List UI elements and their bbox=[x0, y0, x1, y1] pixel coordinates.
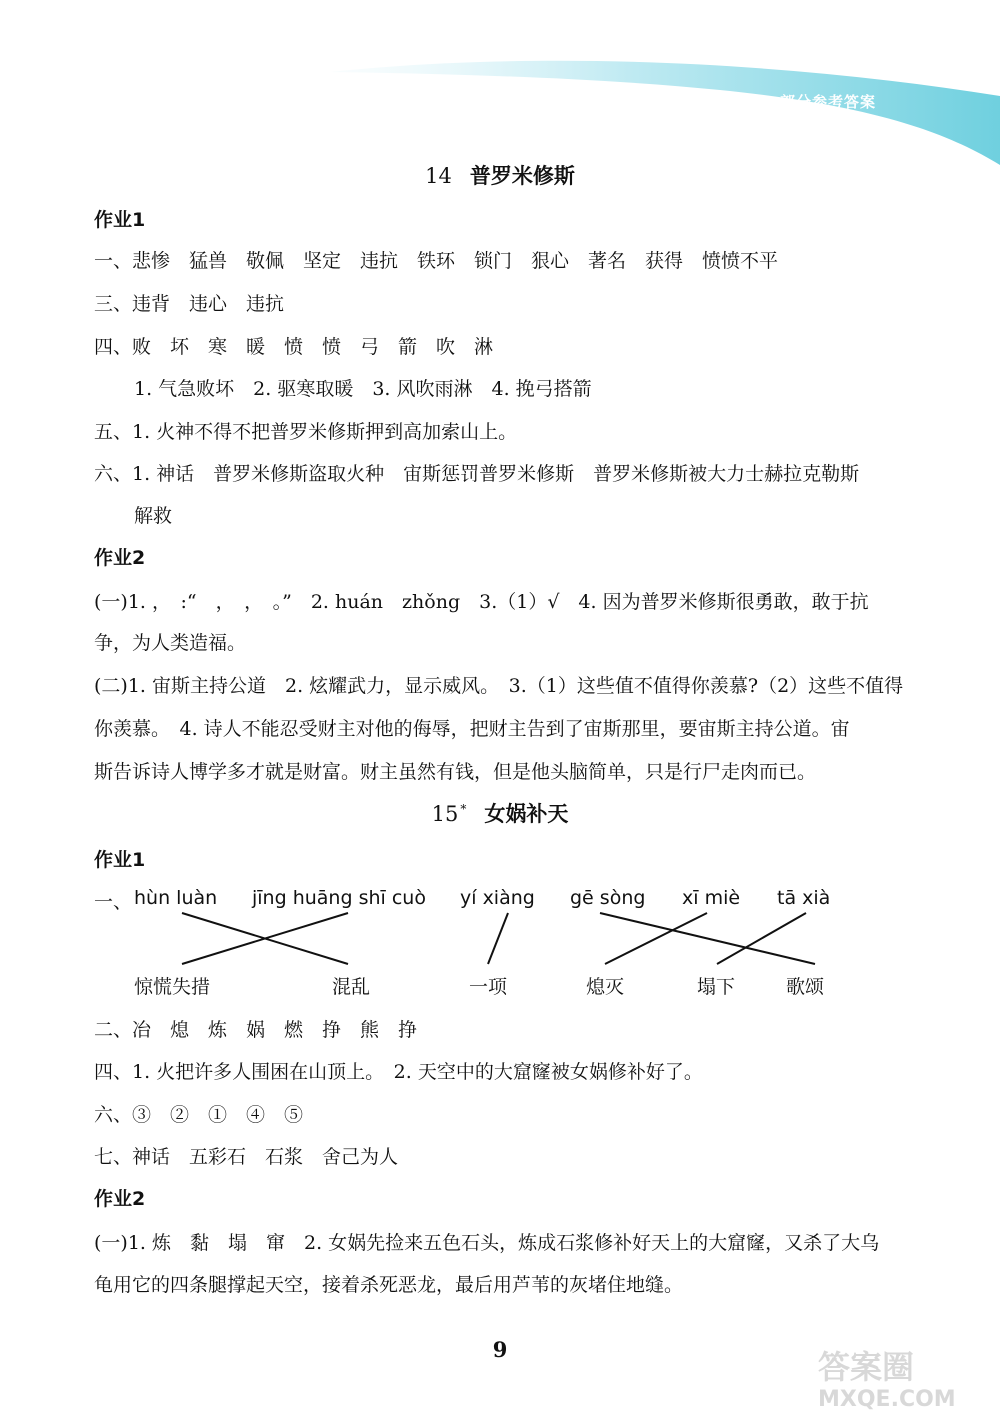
header-corner-label: 部分参考答案 bbox=[780, 93, 877, 111]
lesson-15-number bbox=[432, 802, 467, 826]
s15-hw2-line-2: 龟用它的四条腿撑起天空，接着杀死恶龙，最后用芦苇的灰堵住地缝。 bbox=[94, 1274, 684, 1296]
s14-hw1-line-2: 三、违背 违心 违抗 bbox=[94, 293, 285, 315]
pinyin-4: gē sòng bbox=[570, 887, 646, 909]
s14-hw1-line-7: 解救 bbox=[134, 505, 173, 527]
lesson-14-name: 普罗米修斯 bbox=[469, 163, 575, 188]
s15-hw1-line-7: 七、神话 五彩石 石浆 舍己为人 bbox=[94, 1146, 399, 1168]
lesson-14-title bbox=[0, 160, 1000, 190]
match-line-ximie bbox=[605, 913, 707, 964]
watermark-top: 答案圈 bbox=[818, 1348, 915, 1386]
pinyin-5: xī miè bbox=[682, 887, 741, 909]
match-word-6: 歌颂 bbox=[786, 976, 825, 998]
match-word-5: 塌下 bbox=[697, 976, 736, 998]
matching-lines bbox=[0, 900, 1000, 980]
s14-hw1-line-5: 五、1. 火神不得不把普罗米修斯押到高加索山上。 bbox=[94, 421, 518, 443]
s14-hw1-line-3: 四、败 坏 寒 暖 愤 愤 弓 箭 吹 淋 bbox=[94, 336, 494, 358]
pinyin-2: jīng huāng shī cuò bbox=[252, 887, 426, 909]
s14-hw2-line-3: (二)1. 宙斯主持公道 2. 炫耀武力，显示威风。 3.（1）这些值不值得你羡慕?（2）这些不值得 bbox=[94, 675, 904, 697]
lesson-14-number: 14 bbox=[425, 164, 452, 188]
lesson-15-name: 女娲补天 bbox=[484, 801, 569, 826]
watermark-logo bbox=[812, 1344, 992, 1410]
s14-hw2-line-1: (一)1. ， :“ ， ， 。” 2. huán zhǒng 3.（1）√ 4. 因为普罗米修斯很勇敢，敢于抗 bbox=[94, 591, 869, 613]
s14-hw1-label: 作业1 bbox=[94, 209, 146, 231]
s14-hw2-label: 作业2 bbox=[94, 547, 146, 569]
pinyin-6: tā xià bbox=[777, 887, 831, 909]
lesson-15-star: * bbox=[460, 802, 467, 816]
s15-hw1-label: 作业1 bbox=[94, 849, 146, 871]
match-word-1: 惊慌失措 bbox=[134, 976, 211, 998]
match-word-2: 混乱 bbox=[332, 976, 371, 998]
match-word-4: 熄灭 bbox=[586, 976, 625, 998]
s15-hw2-line-1: (一)1. 炼 黏 塌 窜 2. 女娲先捡来五色石头，炼成石浆修补好天上的大窟窿，又杀了大乌 bbox=[94, 1232, 880, 1254]
match-line-yixiang bbox=[488, 913, 508, 964]
lesson-15-number-text: 15 bbox=[431, 802, 459, 826]
s14-hw2-line-4: 你羡慕。 4. 诗人不能忍受财主对他的侮辱，把财主告到了宙斯那里，要宙斯主持公道。宙 bbox=[94, 718, 850, 740]
page-number: 9 bbox=[492, 1337, 508, 1362]
pinyin-1: hùn luàn bbox=[134, 887, 218, 909]
s15-hw1-line-6: 六、③ ② ① ④ ⑤ bbox=[94, 1104, 304, 1126]
lesson-15-title bbox=[0, 798, 1000, 828]
s14-hw1-line-6: 六、1. 神话 普罗米修斯盗取火种 宙斯惩罚普罗米修斯 普罗米修斯被大力士赫拉克勒斯 bbox=[94, 463, 860, 485]
s15-hw1-line-4: 四、1. 火把许多人围困在山顶上。 2. 天空中的大窟窿被女娲修补好了。 bbox=[94, 1061, 703, 1083]
match-line-taxia bbox=[717, 913, 806, 964]
s14-hw1-line-1: 一、悲惨 猛兽 敬佩 坚定 违抗 铁环 锁门 狠心 著名 获得 愤愤不平 bbox=[94, 250, 779, 272]
s14-hw1-line-4: 1. 气急败坏 2. 驱寒取暖 3. 风吹雨淋 4. 挽弓搭箭 bbox=[134, 378, 592, 400]
s15-hw1-line-2: 二、冶 熄 炼 娲 燃 挣 熊 挣 bbox=[94, 1019, 418, 1041]
match-word-3: 一项 bbox=[469, 976, 508, 998]
s14-hw2-line-2: 争，为人类造福。 bbox=[94, 632, 247, 654]
header-swoosh bbox=[0, 0, 1000, 170]
s14-hw2-line-5: 斯告诉诗人博学多才就是财富。财主虽然有钱，但是他头脑简单，只是行尸走肉而已。 bbox=[94, 761, 817, 783]
s15-hw2-label: 作业2 bbox=[94, 1188, 146, 1210]
match-line-gesong bbox=[600, 913, 815, 964]
watermark-bottom: MXQE.COM bbox=[818, 1387, 956, 1410]
s15-q1-prefix: 一、 bbox=[94, 891, 133, 913]
pinyin-3: yí xiàng bbox=[460, 887, 535, 909]
